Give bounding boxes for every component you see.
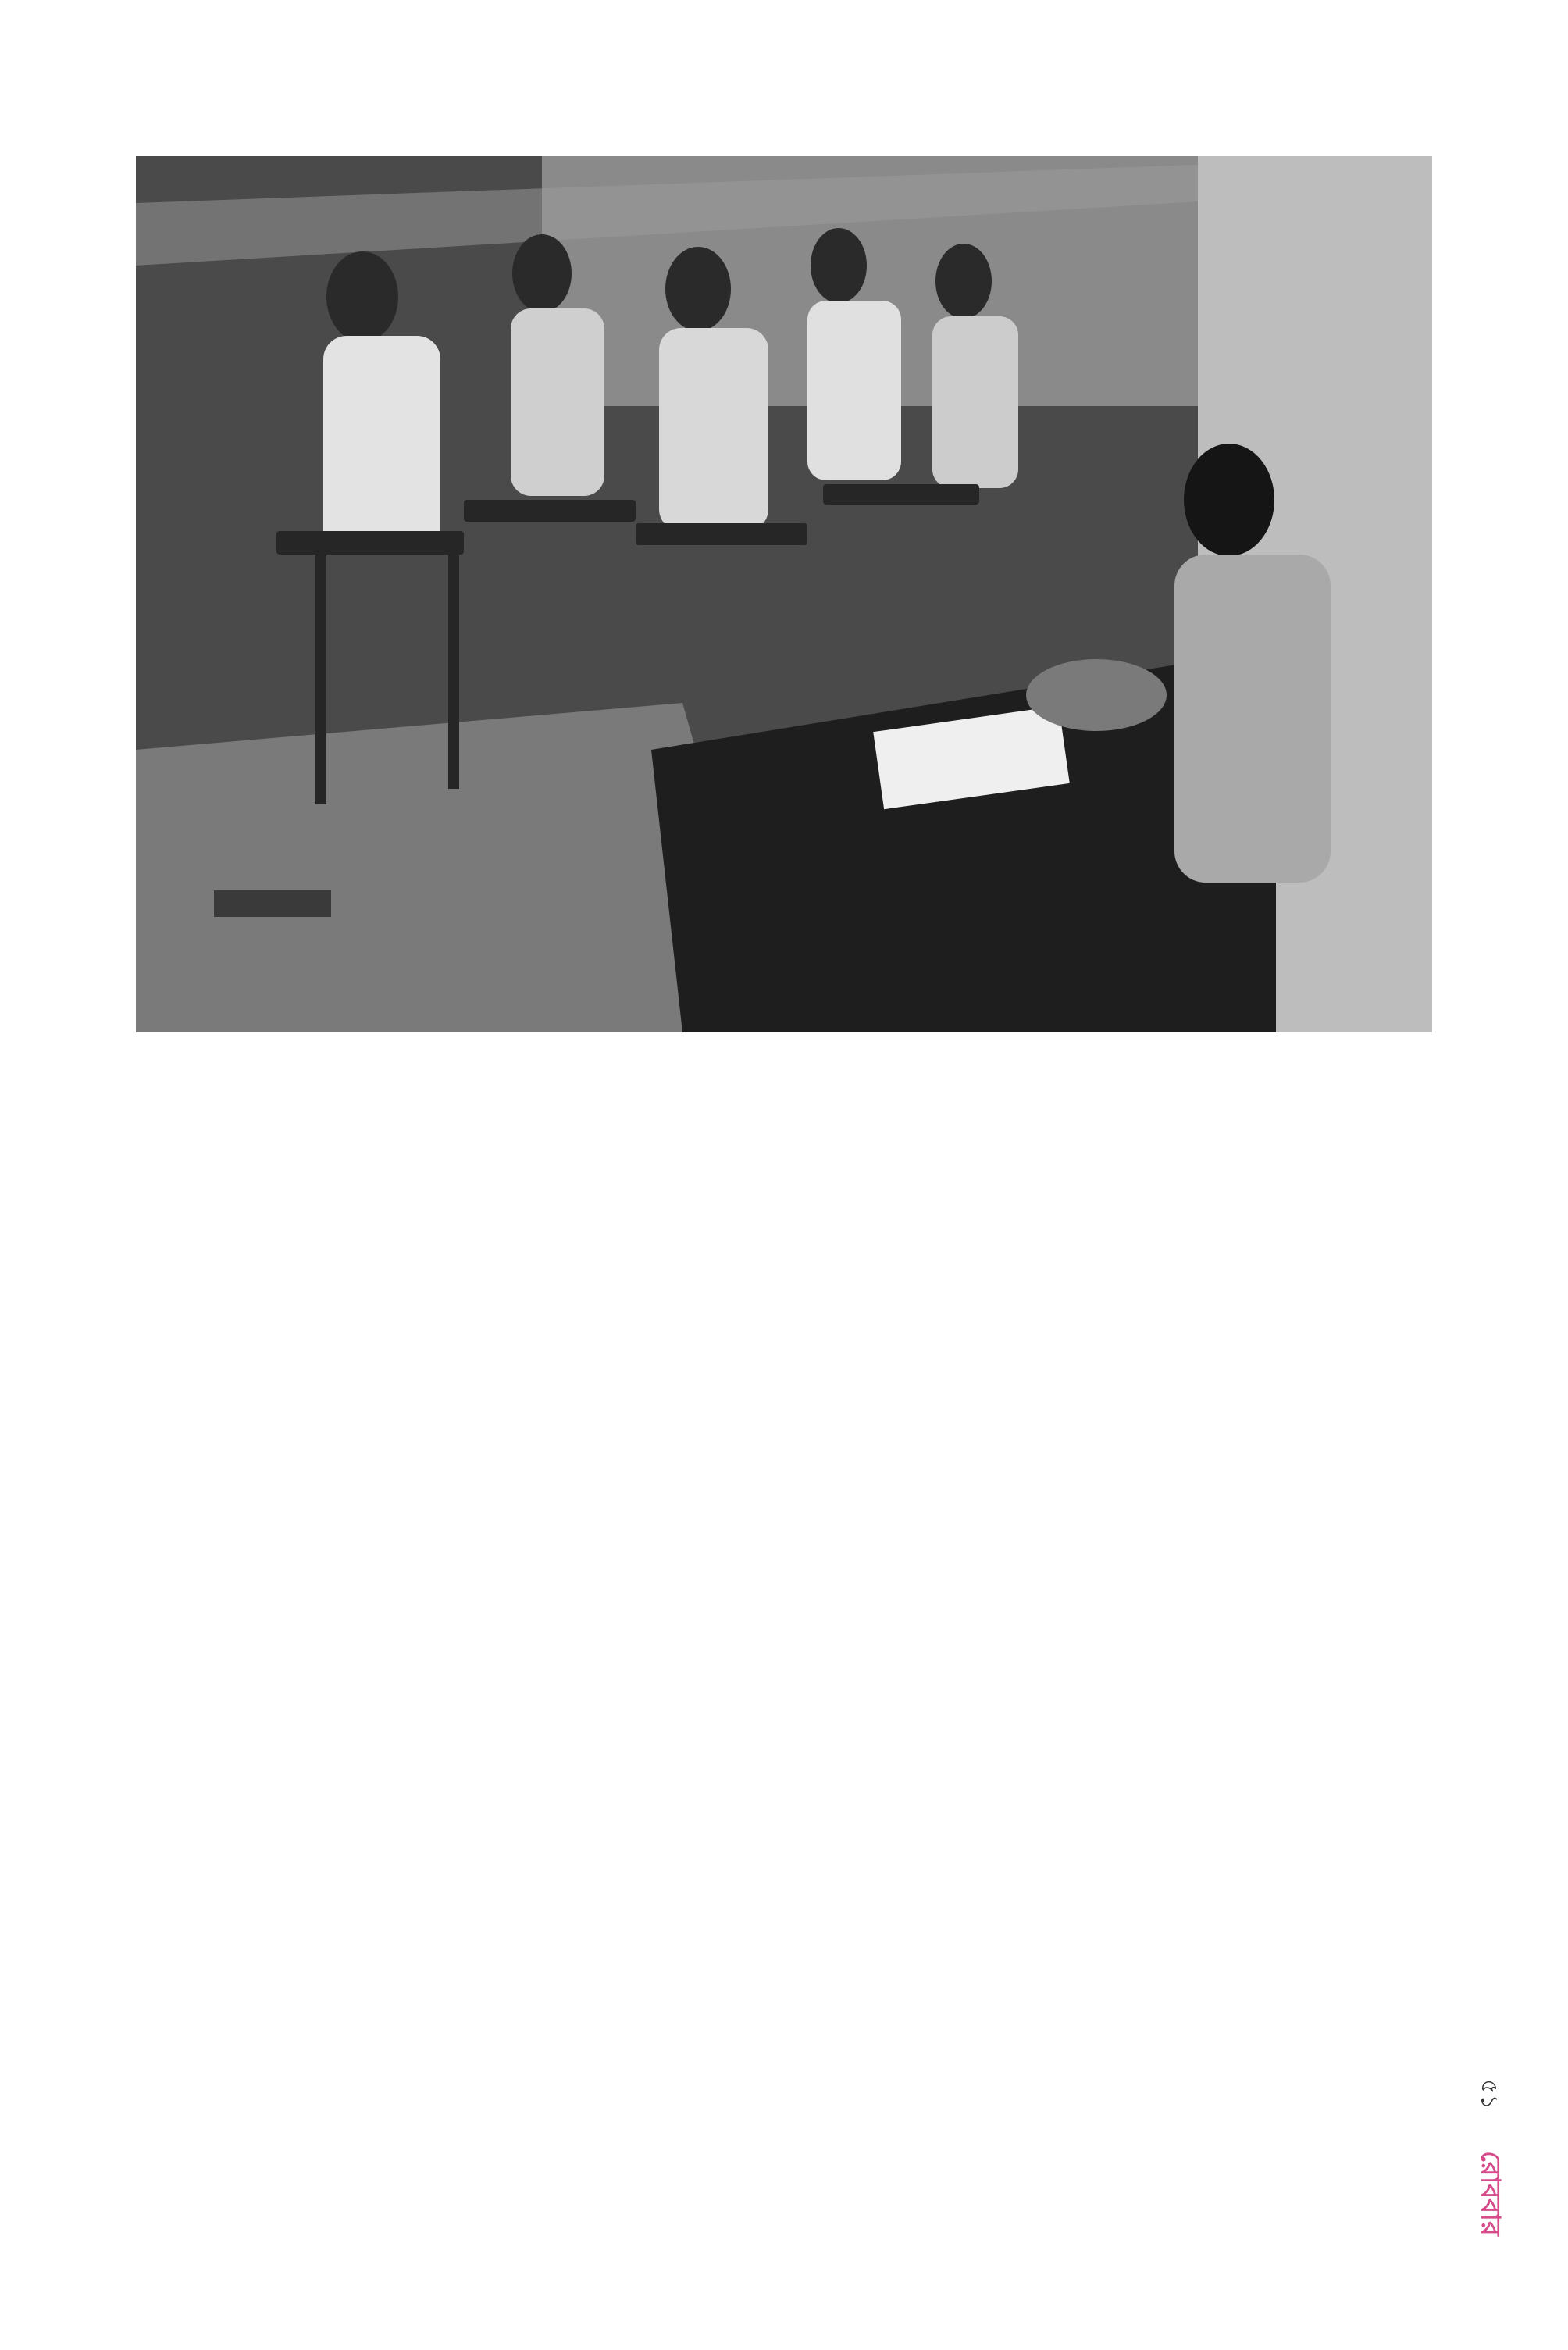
right-text-column <box>812 1100 1437 2271</box>
page-number: ৫১ <box>1475 2079 1503 2109</box>
photo-man-head <box>1184 444 1274 556</box>
photo-floor-books <box>214 890 331 917</box>
photo-man-body <box>1174 555 1331 883</box>
photo-illustration <box>136 156 1432 1032</box>
page-folio <box>1465 2070 1512 2265</box>
magazine-name: রোববার <box>1474 2151 1506 2236</box>
left-text-column <box>136 1100 761 2271</box>
classroom-photo <box>136 156 1432 1032</box>
photo-hat <box>1026 659 1167 731</box>
